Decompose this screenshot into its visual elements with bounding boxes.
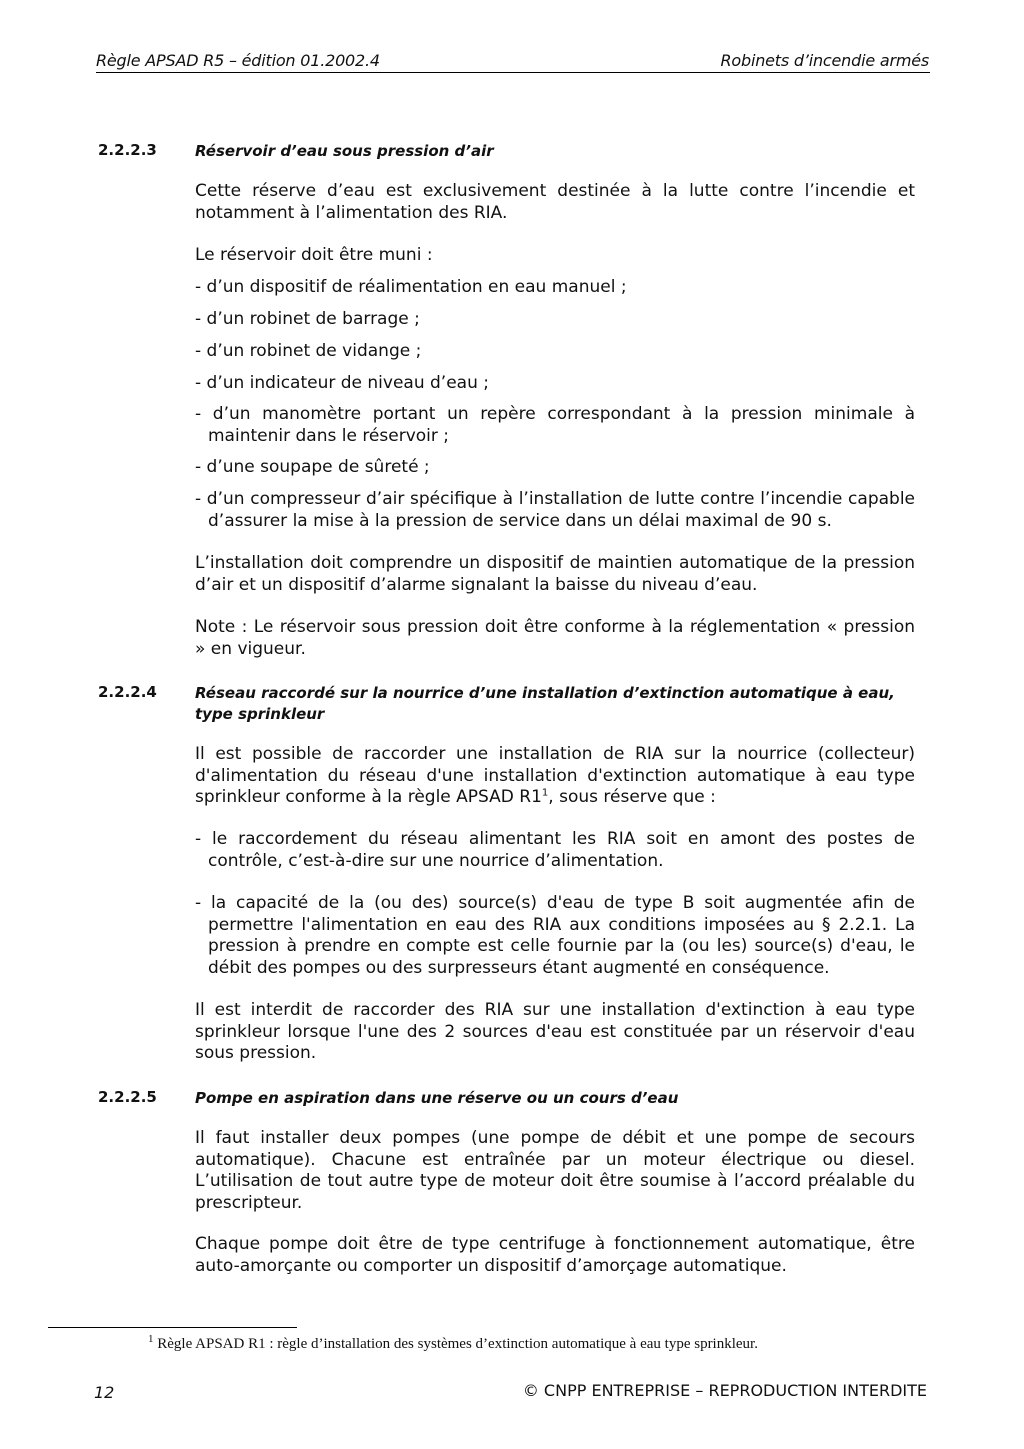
list-item: - d’un dispositif de réalimentation en eau manuel ; [195, 277, 627, 297]
list-item: - le raccordement du réseau alimentant les RIA soit en amont des postes de contrôle, c’est-à-dire sur une nourrice d’alimentation. [195, 829, 915, 871]
page-number: 12 [94, 1383, 115, 1402]
footnote-reference: 1 [541, 787, 549, 799]
header-left: Règle APSAD R5 – édition 01.2002.4 [96, 51, 380, 70]
section-number: 2.2.2.4 [98, 683, 157, 701]
footnote [148, 1333, 758, 1353]
header-right: Robinets d’incendie armés [720, 51, 929, 70]
paragraph-text: , sous réserve que : [548, 787, 716, 807]
paragraph [195, 744, 915, 809]
copyright-notice: © CNPP ENTREPRISE – REPRODUCTION INTERDITE [522, 1381, 927, 1400]
list-item: - d’une soupape de sûreté ; [195, 457, 430, 477]
paragraph: Il faut installer deux pompes (une pompe de débit et une pompe de secours automatique). Chacune est entraînée par un moteur électrique ou diesel. L’utilisation de tout autre type de moteur doit être soumise à l’accord préalable du prescripteur. [195, 1128, 915, 1213]
list-item: - d’un manomètre portant un repère correspondant à la pression minimale à maintenir dans le réservoir ; [195, 404, 915, 446]
paragraph: Il est interdit de raccorder des RIA sur une installation d'extinction à eau type sprinkleur lorsque l'une des 2 sources d'eau est constituée par un réservoir d'eau sous pression. [195, 1000, 915, 1063]
section-title: Pompe en aspiration dans une réserve ou un cours d’eau [195, 1089, 679, 1107]
list-item: - d’un compresseur d’air spécifique à l’installation de lutte contre l’incendie capable d’assurer la mise à la pression de service dans un délai maximal de 90 s. [195, 489, 915, 531]
footnote-mark: 1 [148, 1333, 154, 1345]
footnote-rule [48, 1327, 297, 1328]
paragraph: Cette réserve d’eau est exclusivement destinée à la lutte contre l’incendie et notamment à l’alimentation des RIA. [195, 181, 915, 223]
list-item: - d’un robinet de barrage ; [195, 309, 420, 329]
section-title: Réseau raccordé sur la nourrice d’une installation d’extinction automatique à eau, type sprinkleur [195, 684, 895, 723]
footnote-text: Règle APSAD R1 : règle d’installation des systèmes d’extinction automatique à eau type sprinkleur. [153, 1336, 758, 1352]
note: Note : Le réservoir sous pression doit être conforme à la réglementation « pression » en vigueur. [195, 617, 915, 659]
paragraph: Chaque pompe doit être de type centrifuge à fonctionnement automatique, être auto-amorçante ou comporter un dispositif d’amorçage automatique. [195, 1234, 915, 1276]
header-rule [96, 72, 930, 73]
list-item: - d’un indicateur de niveau d’eau ; [195, 373, 489, 393]
paragraph: L’installation doit comprendre un dispositif de maintien automatique de la pression d’air et un dispositif d’alarme signalant la baisse du niveau d’eau. [195, 553, 915, 595]
paragraph: Le réservoir doit être muni : [195, 245, 433, 265]
paragraph-text: Il est possible de raccorder une installation de RIA sur la nourrice (collecteur) d'alimentation du réseau d'une installation d'extinction automatique à eau type sprinkleur conforme à la règle APSAD R1 [195, 744, 915, 807]
section-number: 2.2.2.3 [98, 141, 157, 159]
section-title: Réservoir d’eau sous pression d’air [195, 142, 494, 160]
list-item: - d’un robinet de vidange ; [195, 341, 422, 361]
section-number: 2.2.2.5 [98, 1088, 157, 1106]
list-item: - la capacité de la (ou des) source(s) d'eau de type B soit augmentée afin de permettre l'alimentation en eau des RIA aux conditions imposées au § 2.2.1. La pression à prendre en compte est celle fournie par la (ou les) source(s) d'eau, le débit des pompes ou des surpresseurs étant augmenté en conséquence. [195, 893, 915, 978]
